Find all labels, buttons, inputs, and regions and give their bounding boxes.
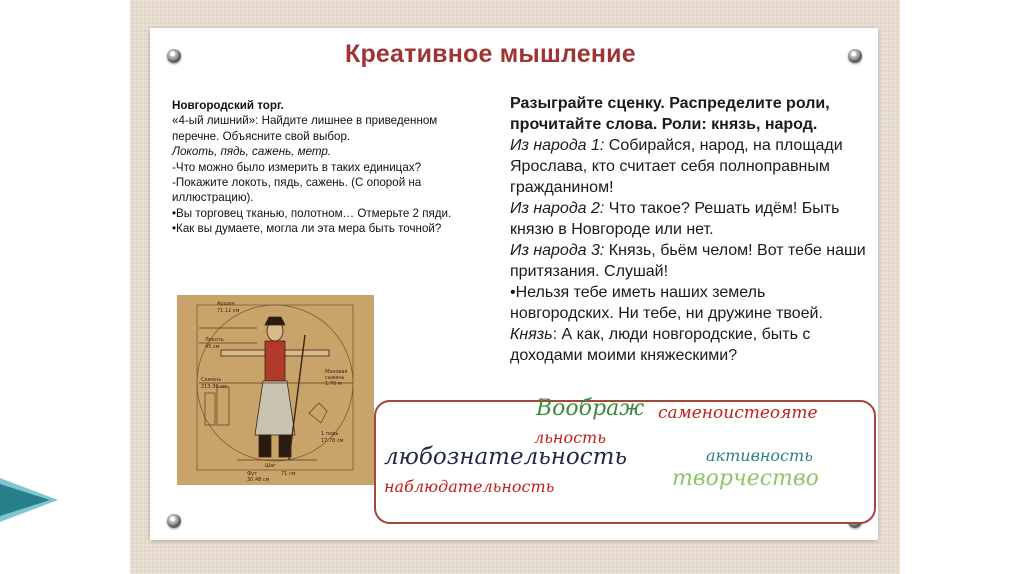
task-line: -Что можно было измерить в таких единицах? — [172, 160, 422, 174]
label-makhovaya-value: 1.76 м — [325, 381, 342, 387]
task-text-block — [172, 98, 486, 293]
word-creativity: творчество — [672, 466, 819, 491]
measures-drawing — [177, 295, 374, 485]
speaker-text: Собирайся, народ, на площади Ярослава, кто считает себя полноправным гражданином! — [510, 137, 843, 196]
label-pyad-value: 17.78 см — [321, 438, 344, 444]
label-fut: Фут — [247, 471, 258, 477]
scene-line-5 — [510, 324, 870, 366]
speaker-label: Из народа 2: — [510, 200, 605, 217]
label-shag: Шаг — [265, 463, 277, 469]
word-imagination-end: льность — [534, 428, 606, 447]
label-lokot-value: 45 см — [205, 344, 220, 350]
scene-line-3 — [510, 240, 870, 282]
slide-arrow-decoration — [0, 470, 90, 530]
label-fut-value: 30.48 см — [247, 477, 270, 483]
task-line: Локоть, пядь, сажень, метр. — [172, 145, 332, 159]
slide-title: Креативное мышление — [345, 40, 636, 68]
pin-icon — [167, 514, 181, 528]
label-pyad: 1 пядь — [321, 431, 339, 437]
measures-illustration — [177, 295, 374, 485]
label-lokot: Локоть — [205, 337, 224, 343]
speaker-label: Из народа 1: — [510, 137, 605, 154]
scene-line-1 — [510, 135, 870, 198]
speaker-text: Князь, бьём челом! Вот тебе наши притязания. Слушай! — [510, 242, 866, 280]
task-line: -Покажите локоть, пядь, сажень. (С опорой на иллюстрацию). — [172, 176, 422, 205]
task-line: •Как вы думаете, могла ли эта мера быть точной? — [172, 222, 442, 236]
scene-text-block — [510, 93, 870, 366]
label-makhovaya-2: сажень — [325, 375, 345, 381]
task-line: «4-ый лишний»: Найдите лишнее в приведенном перечне. Объясните свой выбор. — [172, 114, 438, 143]
task-heading: Новгородский торг. — [172, 99, 284, 112]
label-arshin-value: 71.12 см — [217, 308, 240, 314]
speaker-label: Из народа 3: — [510, 242, 605, 259]
word-independence: саменоистеояте — [658, 403, 818, 423]
speaker-text: : А как, люди новгородские, быть с доходами моими княжескими? — [510, 326, 811, 364]
word-curiosity: любознательность — [384, 444, 627, 470]
label-makhovaya: Маховая — [325, 369, 348, 375]
scene-line-4: •Нельзя тебе иметь наших земель новгородских. Ни тебе, ни дружине твоей. — [510, 284, 823, 322]
word-activity: активность — [706, 446, 813, 465]
label-arshin: Аршин — [217, 301, 235, 307]
task-line: •Вы торговец тканью, полотном… Отмерьте 2 пяди. — [172, 206, 452, 220]
label-sazhen-value: 213.36 см — [201, 384, 227, 390]
word-observation: наблюдательность — [384, 477, 555, 496]
speaker-label: Князь — [510, 326, 553, 343]
scene-instruction: Разыграйте сценку. Распределите роли, прочитайте слова. Роли: князь, народ. — [510, 95, 830, 133]
label-sazhen: Сажень — [201, 377, 222, 383]
speaker-text: Что такое? Решать идём! Быть князю в Новгороде или нет. — [510, 200, 840, 238]
label-71cm: 71 см — [281, 471, 296, 477]
word-imagination: Воображ — [536, 396, 645, 421]
scene-line-2 — [510, 198, 870, 240]
pin-icon — [848, 49, 862, 63]
pin-icon — [167, 49, 181, 63]
qualities-word-box — [374, 396, 876, 524]
